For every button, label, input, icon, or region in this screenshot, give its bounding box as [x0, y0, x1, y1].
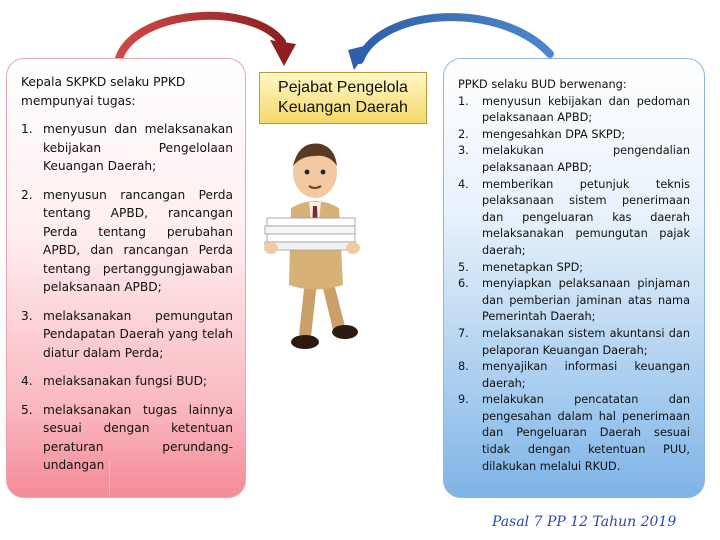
list-item: 2. menyusun rancangan Perda tentang APBD, rancangan Perda tentang perubahan APBD, dan rancangan Perda tentang pertanggungjawaban pelaksanaan APBD; — [21, 187, 233, 294]
center-title-box — [259, 72, 427, 124]
list-item: 9. melakukan pencatatan dan pengesahan dalam hal penerimaan dan Pengeluaran Daerah sesuai tidak dengan ketentuan PUU, dilakukan melalui RKUD. — [458, 393, 690, 473]
list-item: 1. menyusun kebijakan dan pedoman pelaksanaan APBD; — [458, 94, 690, 125]
center-title: Pejabat Pengelola Keuangan Daerah — [278, 79, 408, 116]
ppkd-duties-intro: Kepala SKPKD selaku PPKD mempunyai tugas: — [21, 75, 186, 108]
list-item: 3. melakukan pengendalian pelaksanaan APBD; — [458, 144, 690, 174]
list-item: 5. melaksanakan tugas lainnya sesuai dengan ketentuan peraturan perundang-undangan — [21, 402, 233, 472]
list-item: 1. menyusun dan melaksanakan kebijakan Pengelolaan Keuangan Daerah; — [21, 122, 233, 173]
list-item: 4. memberikan petunjuk teknis pelaksanaan sistem penerimaan dan pengeluaran kas daerah melaksanakan pemungutan pajak daerah; — [458, 177, 690, 257]
list-item: 5. menetapkan SPD; — [458, 260, 584, 274]
list-item: 7. melaksanakan sistem akuntansi dan pelaporan Keuangan Daerah; — [458, 326, 690, 357]
divider — [109, 460, 110, 496]
ppkd-duties-list — [21, 120, 233, 475]
list-item: 6. menyiapkan pelaksanaan pinjaman dan pemberian jaminan atas nama Pemerintah Daerah; — [458, 277, 690, 324]
list-item: 2. mengesahkan DPA SKPD; — [458, 127, 626, 141]
ppkd-bud-authority-list — [458, 94, 690, 476]
list-item: 4. melaksanakan fungsi BUD; — [21, 374, 208, 388]
legal-citation: Pasal 7 PP 12 Tahun 2019 — [492, 514, 677, 530]
official-carrying-papers-illustration — [255, 130, 375, 365]
ppkd-bud-authority-panel — [443, 58, 705, 498]
list-item: 8. menyajikan informasi keuangan daerah; — [458, 360, 690, 390]
ppkd-bud-intro: PPKD selaku BUD berwenang: — [458, 78, 627, 91]
list-item: 3. melaksanakan pemungutan Pendapatan Daerah yang telah diatur dalam Perda; — [21, 308, 233, 360]
ppkd-duties-panel — [6, 58, 246, 498]
